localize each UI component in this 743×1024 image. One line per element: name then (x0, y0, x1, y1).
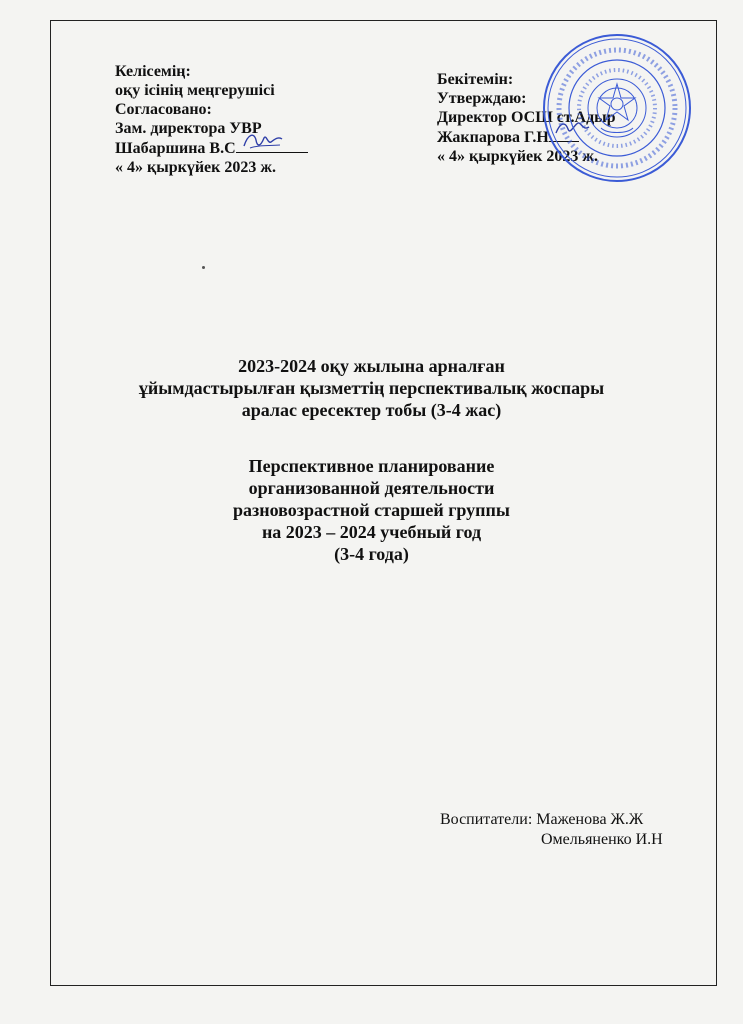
agreed-label-ru: Согласовано: (115, 101, 212, 118)
title-kz-line-3: аралас ересектер тобы (3-4 жас) (241, 400, 502, 420)
title-ru-line-4: на 2023 – 2024 учебный год (261, 522, 482, 542)
educators-block (440, 810, 663, 850)
signature-icon (240, 128, 286, 154)
title-ru-line-5: (3-4 года) (334, 544, 409, 564)
deputy-director-name: Шабаршина В.С (115, 140, 236, 157)
educator-second-name: Омельяненко И.Н (541, 831, 663, 848)
approve-label-kz: Бекітемін: (437, 71, 514, 88)
director-title: Директор ОСШ ст.Адыр (437, 109, 616, 126)
director-name: Жакпарова Г.Н (437, 129, 549, 146)
title-ru-line-1: Перспективное планирование (248, 456, 495, 476)
left-date: « 4» қыркүйек 2023 ж. (115, 159, 276, 176)
right-date: « 4» қыркүйек 2023 ж. (437, 148, 598, 165)
head-of-studies-kz: оқу ісінің меңгерушісі (115, 82, 275, 99)
title-kz-line-2: ұйымдастырылған қызметтің перспективалық жоспары (138, 378, 605, 398)
title-ru-line-2: организованной деятельности (248, 478, 495, 498)
educators-label: Воспитатели: Маженова Ж.Ж (440, 811, 644, 828)
title-kazakh (50, 355, 693, 421)
approve-label-ru: Утверждаю: (437, 90, 527, 107)
signature-line (236, 138, 308, 153)
official-stamp-icon (541, 32, 693, 184)
agreed-label-kz: Келісемің: (115, 63, 191, 80)
deputy-director-sign-line (115, 138, 308, 158)
scan-dot (202, 266, 205, 269)
approval-block-left (115, 62, 308, 177)
title-kz-line-1: 2023-2024 оқу жылына арналған (238, 356, 505, 376)
title-ru-line-3: разновозрастной старшей группы (233, 500, 510, 520)
deputy-director-title: Зам. директора УВР (115, 120, 262, 137)
title-russian (50, 455, 693, 565)
